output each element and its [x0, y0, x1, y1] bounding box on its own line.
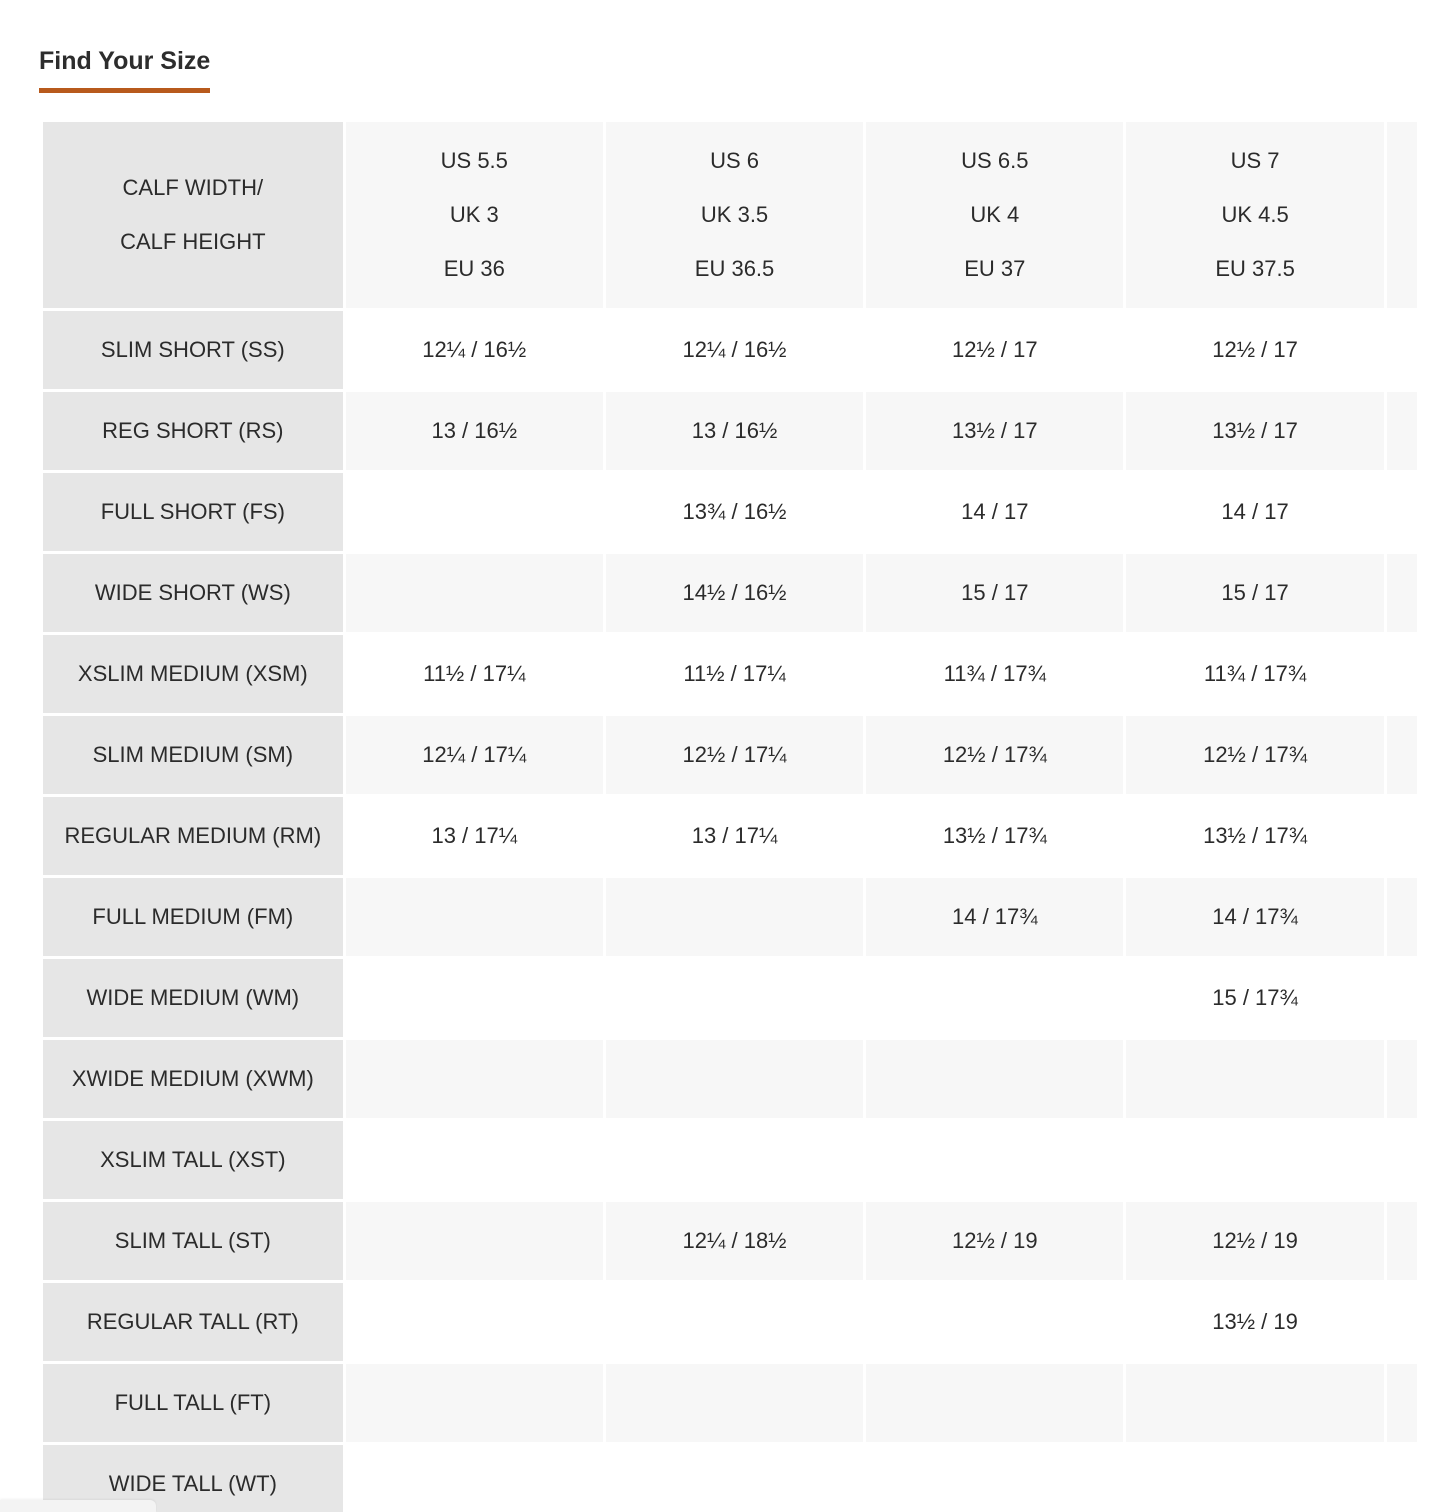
calf-fit-label: SLIM MEDIUM (SM) [43, 716, 343, 794]
table-row [43, 716, 1417, 794]
size-header-row [43, 122, 1417, 308]
next-size-cell [1387, 1283, 1417, 1361]
calf-measurement-cell: 15 / 17 [1126, 554, 1383, 632]
us-size: US 6.5 [961, 148, 1029, 173]
table-row [43, 959, 1417, 1037]
calf-fit-label: WIDE TALL (WT) [43, 1445, 343, 1512]
table-row [43, 1121, 1417, 1199]
tab-active-underline [39, 88, 210, 93]
calf-measurement-cell: 13½ / 17¾ [1126, 797, 1383, 875]
calf-fit-label: XSLIM TALL (XST) [43, 1121, 343, 1199]
next-size-cell [1387, 392, 1417, 470]
calf-measurement-cell: 13½ / 17 [1126, 392, 1383, 470]
calf-measurement-cell: 12¼ / 17¼ [346, 716, 603, 794]
calf-measurement-cell: 13½ / 19 [1126, 1283, 1383, 1361]
calf-measurement-cell [866, 1121, 1123, 1199]
calf-measurement-cell [346, 1283, 603, 1361]
calf-measurement-cell [1126, 1364, 1383, 1442]
calf-measurement-cell [866, 1364, 1123, 1442]
calf-measurement-cell: 12½ / 19 [866, 1202, 1123, 1280]
calf-measurement-cell [866, 1040, 1123, 1118]
size-column-header [866, 122, 1123, 308]
table-row [43, 554, 1417, 632]
calf-fit-label: WIDE MEDIUM (WM) [43, 959, 343, 1037]
calf-measurement-cell: 13 / 16½ [346, 392, 603, 470]
eu-size: EU 37 [964, 256, 1026, 281]
calf-measurement-cell [346, 1445, 603, 1512]
calf-measurement-cell [1126, 1040, 1383, 1118]
uk-size: UK 3 [449, 202, 499, 227]
calf-fit-label: SLIM SHORT (SS) [43, 311, 343, 389]
table-row [43, 1283, 1417, 1361]
calf-measurement-cell [606, 1364, 863, 1442]
calf-fit-label: SLIM TALL (ST) [43, 1202, 343, 1280]
uk-size: UK 4 [970, 202, 1020, 227]
calf-fit-label: REGULAR MEDIUM (RM) [43, 797, 343, 875]
calf-measurement-cell: 13¾ / 16½ [606, 473, 863, 551]
size-chart-table [40, 119, 1420, 1512]
next-size-cell [1387, 1121, 1417, 1199]
calf-measurement-cell: 12½ / 19 [1126, 1202, 1383, 1280]
next-size-cell [1387, 1040, 1417, 1118]
calf-measurement-cell: 14½ / 16½ [606, 554, 863, 632]
next-size-cell [1387, 959, 1417, 1037]
next-size-cell [1387, 878, 1417, 956]
calf-measurement-cell [346, 1121, 603, 1199]
size-column-header [346, 122, 603, 308]
calf-measurement-cell: 12½ / 17 [866, 311, 1123, 389]
us-size: US 5.5 [440, 148, 508, 173]
table-row [43, 635, 1417, 713]
next-size-cell [1387, 554, 1417, 632]
calf-measurement-cell: 13½ / 17 [866, 392, 1123, 470]
calf-measurement-cell [346, 554, 603, 632]
next-size-cell [1387, 635, 1417, 713]
next-size-cell [1387, 1445, 1417, 1512]
calf-measurement-cell: 12½ / 17¾ [866, 716, 1123, 794]
calf-dimension-header [43, 122, 343, 308]
calf-measurement-cell: 13 / 17¼ [346, 797, 603, 875]
calf-measurement-cell: 13½ / 17¾ [866, 797, 1123, 875]
calf-measurement-cell: 13 / 17¼ [606, 797, 863, 875]
calf-measurement-cell: 14 / 17¾ [1126, 878, 1383, 956]
calf-measurement-cell: 15 / 17¾ [1126, 959, 1383, 1037]
calf-measurement-cell: 14 / 17 [866, 473, 1123, 551]
table-row [43, 1445, 1417, 1512]
next-size-cell [1387, 1202, 1417, 1280]
eu-size: EU 37.5 [1215, 256, 1295, 281]
next-size-column-header [1387, 122, 1417, 308]
calf-measurement-cell: 11¾ / 17¾ [866, 635, 1123, 713]
calf-measurement-cell: 12¼ / 16½ [346, 311, 603, 389]
calf-measurement-cell [606, 1445, 863, 1512]
calf-fit-label: REG SHORT (RS) [43, 392, 343, 470]
calf-measurement-cell [1126, 1445, 1383, 1512]
calf-fit-label: XWIDE MEDIUM (XWM) [43, 1040, 343, 1118]
calf-measurement-cell [346, 473, 603, 551]
calf-fit-label: FULL SHORT (FS) [43, 473, 343, 551]
next-size-cell [1387, 1364, 1417, 1442]
calf-fit-label: REGULAR TALL (RT) [43, 1283, 343, 1361]
table-row [43, 1364, 1417, 1442]
calf-measurement-cell [606, 1040, 863, 1118]
calf-measurement-cell [606, 878, 863, 956]
calf-fit-label: FULL TALL (FT) [43, 1364, 343, 1442]
calf-measurement-cell [606, 959, 863, 1037]
calf-measurement-cell [606, 1121, 863, 1199]
table-row [43, 1202, 1417, 1280]
calf-measurement-cell [346, 1202, 603, 1280]
us-size: US 6 [710, 148, 759, 173]
table-row [43, 311, 1417, 389]
corner-line-1: CALF WIDTH/ [122, 175, 264, 200]
next-size-cell [1387, 716, 1417, 794]
size-column-header [1126, 122, 1383, 308]
calf-measurement-cell: 12½ / 17¾ [1126, 716, 1383, 794]
table-row [43, 797, 1417, 875]
table-row [43, 473, 1417, 551]
size-rows [43, 311, 1417, 1512]
uk-size: UK 3.5 [700, 202, 769, 227]
us-size: US 7 [1230, 148, 1280, 173]
eu-size: EU 36.5 [694, 256, 775, 281]
calf-measurement-cell [866, 1445, 1123, 1512]
corner-line-2: CALF HEIGHT [120, 229, 266, 254]
table-row [43, 392, 1417, 470]
calf-measurement-cell [1126, 1121, 1383, 1199]
calf-fit-label: XSLIM MEDIUM (XSM) [43, 635, 343, 713]
calf-measurement-cell [346, 1040, 603, 1118]
calf-measurement-cell: 11½ / 17¼ [606, 635, 863, 713]
next-size-cell [1387, 311, 1417, 389]
calf-measurement-cell: 14 / 17 [1126, 473, 1383, 551]
calf-measurement-cell [866, 959, 1123, 1037]
calf-measurement-cell: 12½ / 17 [1126, 311, 1383, 389]
tab-title: Find Your Size [39, 47, 211, 75]
calf-measurement-cell [606, 1283, 863, 1361]
uk-size: UK 4.5 [1221, 202, 1289, 227]
calf-measurement-cell: 15 / 17 [866, 554, 1123, 632]
calf-measurement-cell: 12½ / 17¼ [606, 716, 863, 794]
calf-fit-label: FULL MEDIUM (FM) [43, 878, 343, 956]
floating-widget-edge [0, 1500, 156, 1512]
eu-size: EU 36 [443, 256, 505, 281]
calf-measurement-cell [346, 878, 603, 956]
table-row [43, 1040, 1417, 1118]
calf-measurement-cell [866, 1283, 1123, 1361]
calf-measurement-cell: 13 / 16½ [606, 392, 863, 470]
calf-measurement-cell: 11¾ / 17¾ [1126, 635, 1383, 713]
calf-measurement-cell [346, 1364, 603, 1442]
calf-measurement-cell: 12¼ / 16½ [606, 311, 863, 389]
next-size-cell [1387, 473, 1417, 551]
find-your-size-tab[interactable] [39, 42, 211, 80]
table-row [43, 878, 1417, 956]
calf-measurement-cell: 11½ / 17¼ [346, 635, 603, 713]
calf-measurement-cell: 12¼ / 18½ [606, 1202, 863, 1280]
calf-measurement-cell [346, 959, 603, 1037]
calf-fit-label: WIDE SHORT (WS) [43, 554, 343, 632]
calf-measurement-cell: 14 / 17¾ [866, 878, 1123, 956]
next-size-cell [1387, 797, 1417, 875]
size-column-header [606, 122, 863, 308]
